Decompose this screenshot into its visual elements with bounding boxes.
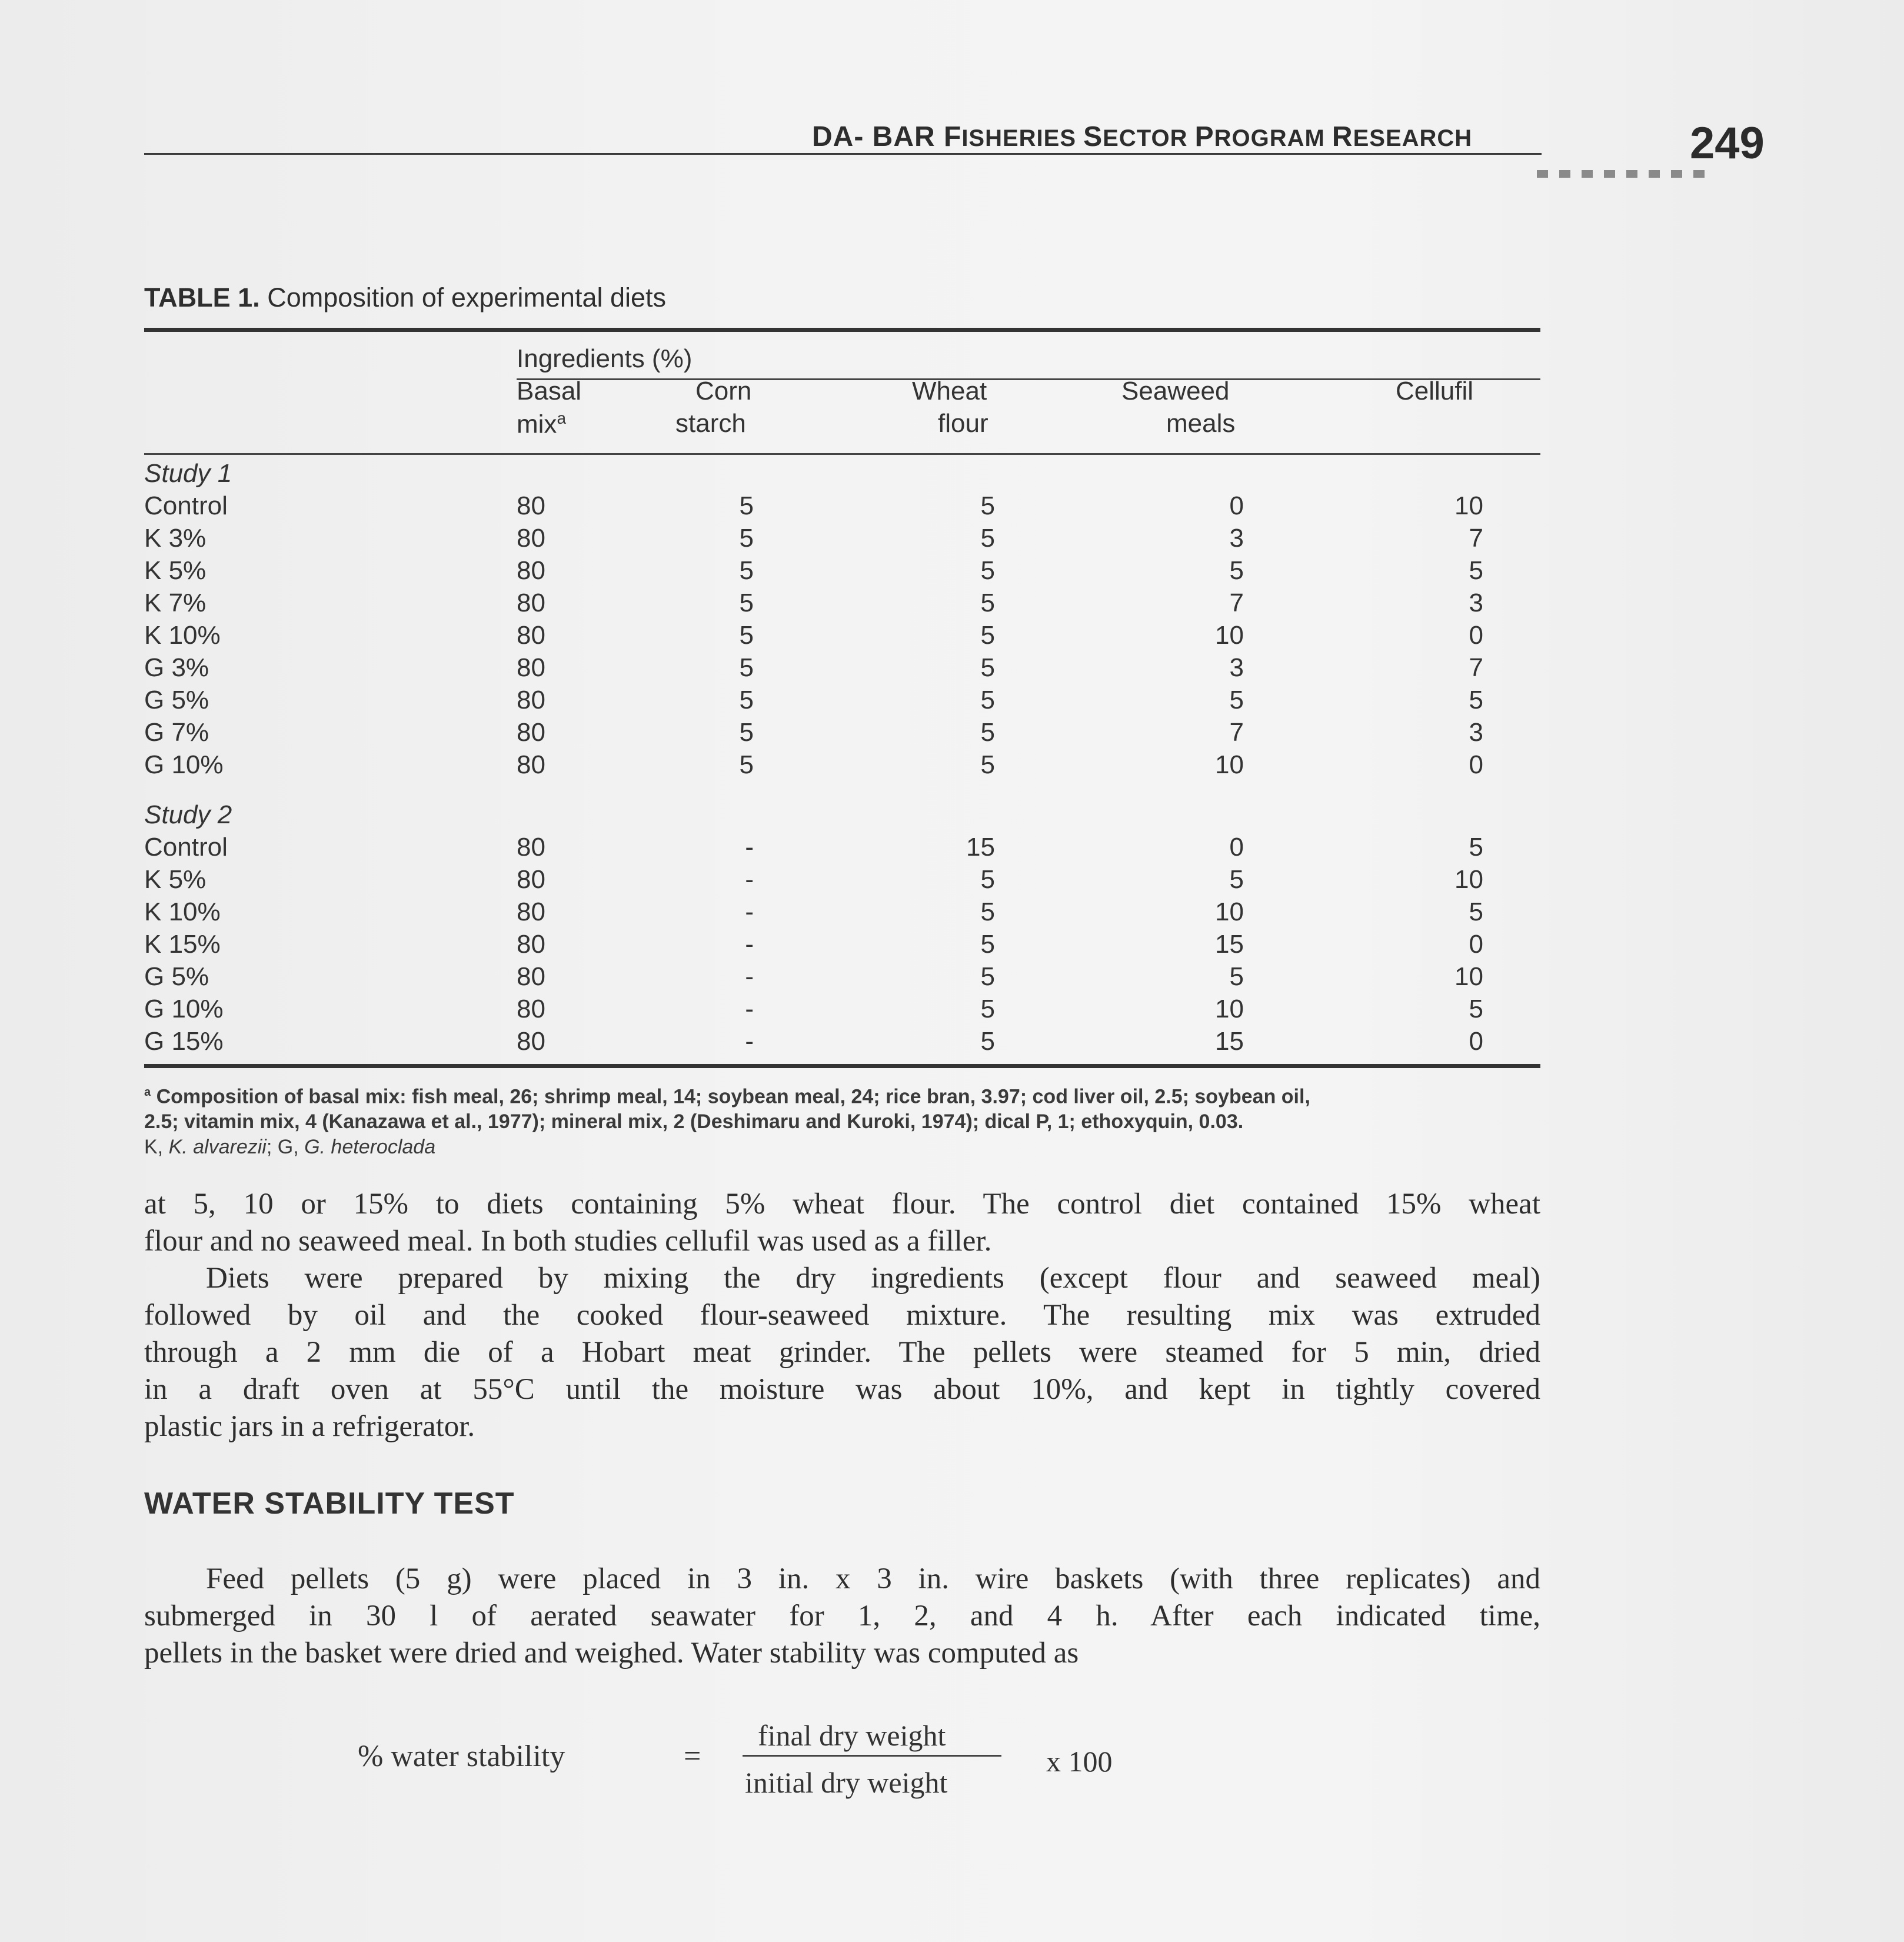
wheat-flour-cell: 5	[980, 1027, 995, 1056]
col-header-seaweed-line2: meals	[1166, 409, 1236, 438]
table-row	[0, 718, 1904, 750]
col-header-basal-line2: mix$^a$	[517, 409, 567, 439]
corn-starch-cell: 5	[739, 686, 754, 714]
basal-mix-cell: 80	[517, 833, 545, 862]
formula-multiplier: x 100	[1046, 1745, 1113, 1778]
wheat-flour-cell: 15	[966, 833, 995, 862]
seaweed-meals-cell: 10	[1215, 750, 1244, 779]
cellufil-cell: 7	[1469, 524, 1483, 553]
cellufil-cell: 3	[1469, 588, 1483, 617]
diet-cell: G 3%	[144, 653, 209, 682]
col-header-seaweed: Seaweed	[1121, 377, 1230, 405]
species-abbreviations: K, K. alvarezii; G, G. heteroclada	[144, 1136, 436, 1158]
cellufil-cell: 10	[1454, 962, 1483, 991]
table-row	[0, 962, 1904, 995]
diet-cell: Control	[144, 491, 228, 520]
wheat-flour-cell: 5	[980, 621, 995, 650]
table-row	[0, 995, 1904, 1027]
ingredients-group-header: Ingredients (%)	[517, 344, 693, 373]
formula-numerator: final dry weight	[758, 1719, 946, 1752]
basal-mix-cell: 80	[517, 621, 545, 650]
table-row	[0, 897, 1904, 930]
cellufil-cell: 7	[1469, 653, 1483, 682]
wheat-flour-cell: 5	[980, 653, 995, 682]
corn-starch-cell: -	[745, 962, 754, 991]
diet-cell: G 5%	[144, 686, 209, 714]
basal-mix-cell: 80	[517, 897, 545, 926]
wheat-flour-cell: 5	[980, 556, 995, 585]
header-rule	[144, 153, 1542, 155]
cellufil-cell: 5	[1469, 833, 1483, 862]
diet-cell: K 10%	[144, 621, 221, 650]
table-header-rule	[144, 453, 1540, 455]
wheat-flour-cell: 5	[980, 930, 995, 959]
diet-cell: G 5%	[144, 962, 209, 991]
study-2-label: Study 2	[144, 800, 232, 829]
cellufil-cell: 0	[1469, 1027, 1483, 1056]
table-row	[0, 588, 1904, 621]
basal-mix-cell: 80	[517, 962, 545, 991]
diet-cell: K 7%	[144, 588, 207, 617]
cellufil-cell: 0	[1469, 930, 1483, 959]
basal-mix-cell: 80	[517, 995, 545, 1023]
diet-cell: Control	[144, 833, 228, 862]
wheat-flour-cell: 5	[980, 588, 995, 617]
basal-mix-cell: 80	[517, 653, 545, 682]
basal-mix-cell: 80	[517, 491, 545, 520]
col-header-basal: Basal	[517, 377, 582, 405]
wheat-flour-cell: 5	[980, 686, 995, 714]
seaweed-meals-cell: 3	[1229, 653, 1244, 682]
seaweed-meals-cell: 3	[1229, 524, 1244, 553]
diet-cell: G 10%	[144, 995, 224, 1023]
paragraph-diet-continuation: at 5, 10 or 15% to diets containing 5% wheat flour. The control diet contained 15% wheat flour and no seaweed meal. In both studies cellufil was used as a filler.	[144, 1188, 1540, 1258]
cellufil-cell: 0	[1469, 750, 1483, 779]
basal-mix-cell: 80	[517, 588, 545, 617]
diet-cell: G 15%	[144, 1027, 224, 1056]
group-header-rule	[517, 378, 1540, 380]
table-row	[0, 1027, 1904, 1059]
col-header-wheat-line2: flour	[938, 409, 988, 438]
seaweed-meals-cell: 5	[1229, 962, 1244, 991]
wheat-flour-cell: 5	[980, 962, 995, 991]
corn-starch-cell: -	[745, 897, 754, 926]
formula-lhs: % water stability	[358, 1740, 565, 1773]
corn-starch-cell: -	[745, 833, 754, 862]
basal-mix-cell: 80	[517, 750, 545, 779]
cellufil-cell: 0	[1469, 621, 1483, 650]
col-header-wheat: Wheat	[912, 377, 987, 405]
seaweed-meals-cell: 15	[1215, 1027, 1244, 1056]
seaweed-meals-cell: 7	[1229, 588, 1244, 617]
seaweed-meals-cell: 10	[1215, 621, 1244, 650]
diet-cell: K 5%	[144, 865, 207, 894]
corn-starch-cell: 5	[739, 750, 754, 779]
col-header-corn-line2: starch	[675, 409, 746, 438]
cellufil-cell: 5	[1469, 897, 1483, 926]
corn-starch-cell: -	[745, 1027, 754, 1056]
paragraph-water-stability: Feed pellets (5 g) were placed in 3 in. x 3 in. wire baskets (with three replicates) and submerged in 30 l of aerated seawater for 1, 2, and 4 h. After each indicated time, pellets in the basket were dried and weighed. Water stability was computed as	[144, 1562, 1540, 1670]
corn-starch-cell: 5	[739, 621, 754, 650]
seaweed-meals-cell: 15	[1215, 930, 1244, 959]
basal-mix-cell: 80	[517, 1027, 545, 1056]
cellufil-cell: 10	[1454, 491, 1483, 520]
corn-starch-cell: -	[745, 930, 754, 959]
table-row	[0, 833, 1904, 865]
section-heading-water-stability: WATER STABILITY TEST	[144, 1487, 515, 1521]
wheat-flour-cell: 5	[980, 995, 995, 1023]
formula-denominator: initial dry weight	[745, 1766, 948, 1799]
page-number: 249	[1690, 118, 1765, 168]
wheat-flour-cell: 5	[980, 718, 995, 747]
seaweed-meals-cell: 0	[1229, 833, 1244, 862]
corn-starch-cell: -	[745, 865, 754, 894]
table-row	[0, 524, 1904, 556]
diet-cell: K 10%	[144, 897, 221, 926]
table-footnote: $^a$ Composition of basal mix: fish meal, 26; shrimp meal, 14; soybean meal, 24; rice bran, 3.97; cod liver oil, 2.5; soybean oil, 2.5; vitamin mix, 4 (Kanazawa et al., 1977); mineral mix, 2 (Deshimaru and Kuroki, 1974); dical P, 1; ethoxyquin, 0.03.	[144, 1085, 1310, 1133]
table-bottom-rule	[144, 1064, 1540, 1068]
cellufil-cell: 5	[1469, 556, 1483, 585]
cellufil-cell: 10	[1454, 865, 1483, 894]
table-row	[0, 930, 1904, 962]
wheat-flour-cell: 5	[980, 750, 995, 779]
study-1-label: Study 1	[144, 459, 232, 488]
seaweed-meals-cell: 5	[1229, 865, 1244, 894]
corn-starch-cell: -	[745, 995, 754, 1023]
wheat-flour-cell: 5	[980, 897, 995, 926]
wheat-flour-cell: 5	[980, 524, 995, 553]
seaweed-meals-cell: 0	[1229, 491, 1244, 520]
corn-starch-cell: 5	[739, 588, 754, 617]
cellufil-cell: 3	[1469, 718, 1483, 747]
wheat-flour-cell: 5	[980, 865, 995, 894]
table-row	[0, 491, 1904, 524]
header-dot-ornament	[1537, 170, 1705, 178]
diet-cell: G 10%	[144, 750, 224, 779]
seaweed-meals-cell: 5	[1229, 556, 1244, 585]
table-top-rule	[144, 328, 1540, 332]
diet-cell: G 7%	[144, 718, 209, 747]
basal-mix-cell: 80	[517, 524, 545, 553]
corn-starch-cell: 5	[739, 556, 754, 585]
col-header-corn: Corn	[695, 377, 752, 405]
corn-starch-cell: 5	[739, 524, 754, 553]
diet-cell: K 15%	[144, 930, 221, 959]
table-caption: TABLE 1. Composition of experimental diets	[144, 282, 667, 312]
wheat-flour-cell: 5	[980, 491, 995, 520]
basal-mix-cell: 80	[517, 718, 545, 747]
table-row	[0, 556, 1904, 588]
seaweed-meals-cell: 10	[1215, 995, 1244, 1023]
paragraph-diet-preparation: Diets were prepared by mixing the dry ingredients (except flour and seaweed meal) followed by oil and the cooked flour-seaweed mixture. The resulting mix was extruded through a 2 mm die of a Hobart meat grinder. The pellets were steamed for 5 min, dried in a draft oven at 55°C until the moisture was about 10%, and kept in tightly covered plastic jars in a refrigerator.	[144, 1262, 1540, 1443]
basal-mix-cell: 80	[517, 686, 545, 714]
diet-cell: K 3%	[144, 524, 207, 553]
cellufil-cell: 5	[1469, 995, 1483, 1023]
formula-equals: =	[684, 1740, 701, 1773]
basal-mix-cell: 80	[517, 556, 545, 585]
table-row	[0, 750, 1904, 783]
cellufil-cell: 5	[1469, 686, 1483, 714]
corn-starch-cell: 5	[739, 718, 754, 747]
seaweed-meals-cell: 7	[1229, 718, 1244, 747]
seaweed-meals-cell: 10	[1215, 897, 1244, 926]
basal-mix-cell: 80	[517, 865, 545, 894]
table-row	[0, 865, 1904, 897]
table-row	[0, 621, 1904, 653]
diet-cell: K 5%	[144, 556, 207, 585]
table-row	[0, 686, 1904, 718]
corn-starch-cell: 5	[739, 653, 754, 682]
basal-mix-cell: 80	[517, 930, 545, 959]
corn-starch-cell: 5	[739, 491, 754, 520]
table-row	[0, 653, 1904, 686]
running-header-title: DA- BAR FISHERIES SECTOR PROGRAM RESEARCH	[812, 121, 1473, 152]
formula-fraction-bar	[743, 1755, 1001, 1757]
seaweed-meals-cell: 5	[1229, 686, 1244, 714]
col-header-cellufil: Cellufil	[1396, 377, 1474, 405]
